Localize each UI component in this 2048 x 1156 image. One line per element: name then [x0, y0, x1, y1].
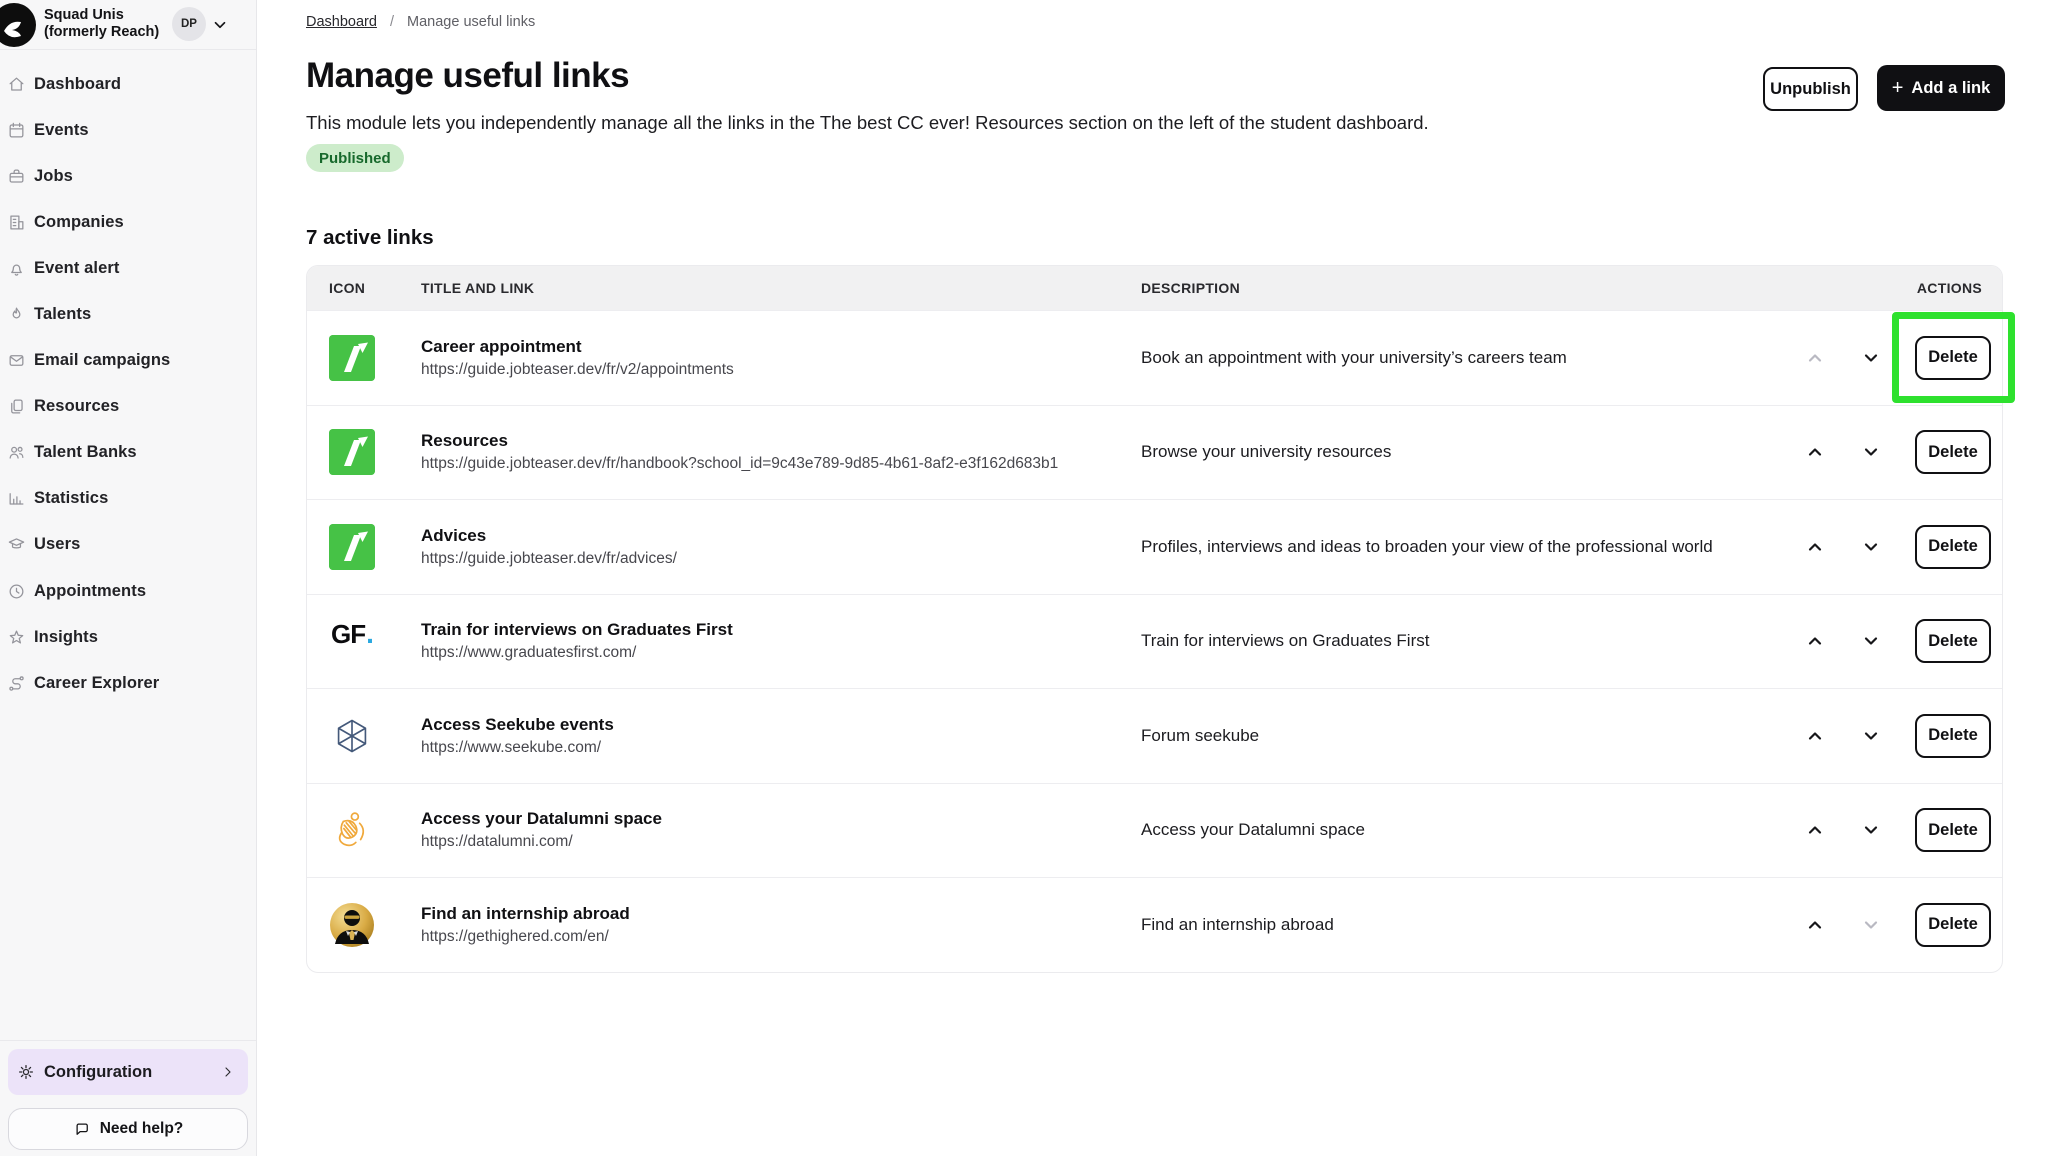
link-title: Access your Datalumni space: [421, 809, 662, 829]
seekube-icon: [329, 713, 375, 759]
move-down-button[interactable]: [1859, 535, 1883, 559]
delete-button[interactable]: Delete: [1915, 619, 1991, 663]
plus-icon: +: [1891, 77, 1904, 99]
unpublish-button[interactable]: Unpublish: [1763, 67, 1858, 111]
link-url: https://datalumni.com/: [421, 833, 573, 851]
move-up-button[interactable]: [1803, 440, 1827, 464]
chevron-up-icon: [1803, 724, 1827, 748]
link-description: Access your Datalumni space: [1141, 820, 1365, 840]
chevron-up-icon: [1803, 913, 1827, 937]
breadcrumb: [306, 14, 535, 30]
calendar-icon: [6, 120, 26, 140]
active-links-count: 7 active links: [306, 226, 434, 249]
link-url: https://gethighered.com/en/: [421, 927, 609, 945]
link-url: https://guide.jobteaser.dev/fr/v2/appointments: [421, 360, 734, 378]
sidebar-item-statistics[interactable]: Statistics: [0, 476, 256, 522]
chevron-up-icon: [1803, 818, 1827, 842]
chevron-down-icon: [1859, 818, 1883, 842]
link-url: https://www.seekube.com/: [421, 738, 602, 756]
sidebar-item-talents[interactable]: Talents: [0, 291, 256, 337]
link-title: Find an internship abroad: [421, 903, 630, 923]
link-title: Advices: [421, 525, 487, 545]
chevron-down-icon[interactable]: [211, 16, 229, 39]
sidebar-item-companies[interactable]: Companies: [0, 199, 256, 245]
status-badge: Published: [306, 144, 404, 172]
move-up-button[interactable]: [1803, 346, 1827, 370]
chevron-up-icon: [1803, 346, 1827, 370]
move-down-button[interactable]: [1859, 346, 1883, 370]
jobteaser-icon: [329, 335, 375, 381]
sidebar-item-event-alert[interactable]: Event alert: [0, 245, 256, 291]
briefcase-icon: [6, 166, 26, 186]
table-row: [307, 499, 2002, 594]
move-up-button[interactable]: [1803, 629, 1827, 653]
chevron-down-icon: [1859, 346, 1883, 370]
page-description: This module lets you independently manage all the links in the The best CC ever! Resources section on the left of the student dashboard.: [306, 112, 1429, 133]
sidebar-item-users[interactable]: Users: [0, 522, 256, 568]
move-down-button[interactable]: [1859, 629, 1883, 653]
move-down-button[interactable]: [1859, 818, 1883, 842]
delete-button[interactable]: Delete: [1915, 525, 1991, 569]
home-icon: [6, 74, 26, 94]
sidebar-item-resources[interactable]: Resources: [0, 384, 256, 430]
link-title: Career appointment: [421, 336, 582, 356]
gear-icon: [17, 1063, 35, 1081]
delete-button[interactable]: Delete: [1915, 336, 1991, 380]
need-help-button[interactable]: Need help?: [8, 1108, 248, 1150]
link-description: Find an internship abroad: [1141, 914, 1334, 934]
move-down-button[interactable]: [1859, 724, 1883, 748]
move-up-button[interactable]: [1803, 913, 1827, 937]
breadcrumb-separator: /: [389, 14, 394, 30]
breadcrumb-dashboard-link[interactable]: Dashboard: [306, 14, 377, 30]
link-description: Profiles, interviews and ideas to broaden your view of the professional world: [1141, 536, 1713, 556]
route-icon: [6, 673, 26, 693]
main-content: [258, 0, 2048, 1156]
pages-icon: [6, 397, 26, 417]
sidebar-bottom: [0, 1040, 256, 1156]
flame-icon: [6, 305, 26, 325]
chevron-down-icon: [1859, 913, 1883, 937]
move-down-button[interactable]: [1859, 440, 1883, 464]
move-down-button[interactable]: [1859, 913, 1883, 937]
link-description: Forum seekube: [1141, 725, 1260, 745]
table-row: [307, 688, 2002, 783]
chevron-down-icon: [1859, 440, 1883, 464]
move-up-button[interactable]: [1803, 724, 1827, 748]
envelope-icon: [6, 351, 26, 371]
sidebar-item-insights[interactable]: Insights: [0, 614, 256, 660]
jobteaser-icon: [329, 429, 375, 475]
link-description: Book an appointment with your university’s careers team: [1141, 347, 1567, 367]
chevron-down-icon: [1859, 724, 1883, 748]
column-header-actions: ACTIONS: [1916, 280, 1982, 296]
table-header: [307, 266, 2002, 310]
table-row: [307, 594, 2002, 689]
chevron-up-icon: [1803, 440, 1827, 464]
gethighered-icon: [329, 902, 375, 948]
link-title: Access Seekube events: [421, 714, 614, 734]
sidebar-item-email-campaigns[interactable]: Email campaigns: [0, 338, 256, 384]
sidebar-item-jobs[interactable]: Jobs: [0, 153, 256, 199]
column-header-description: DESCRIPTION: [1141, 280, 1240, 296]
chevron-right-icon: [220, 1064, 236, 1080]
table-row: [307, 783, 2002, 878]
bell-icon: [6, 258, 26, 278]
graduates-first-icon: GF .: [331, 618, 373, 650]
org-logo: [0, 3, 36, 47]
chevron-up-icon: [1803, 629, 1827, 653]
delete-button[interactable]: Delete: [1915, 903, 1991, 947]
org-switcher[interactable]: [0, 0, 256, 50]
datalumni-icon: [329, 807, 375, 853]
table-row: [307, 877, 2002, 972]
sidebar-item-career-explorer[interactable]: Career Explorer: [0, 660, 256, 706]
link-url: https://guide.jobteaser.dev/fr/advices/: [421, 549, 677, 567]
sidebar-item-dashboard[interactable]: Dashboard: [0, 61, 256, 107]
people-icon: [6, 443, 26, 463]
chevron-down-icon: [1859, 629, 1883, 653]
column-header-title-link: TITLE AND LINK: [421, 280, 535, 296]
delete-button[interactable]: Delete: [1915, 808, 1991, 852]
chevron-up-icon: [1803, 535, 1827, 559]
sidebar: [0, 0, 257, 1156]
move-up-button[interactable]: [1803, 818, 1827, 842]
clock-icon: [6, 581, 26, 601]
breadcrumb-current: Manage useful links: [407, 14, 536, 30]
page-title: Manage useful links: [306, 56, 630, 95]
link-url: https://www.graduatesfirst.com/: [421, 644, 637, 662]
avatar[interactable]: DP: [172, 7, 206, 41]
links-table: [306, 265, 2003, 973]
column-header-icon: ICON: [329, 280, 366, 296]
sidebar-item-events[interactable]: Events: [0, 107, 256, 153]
graduation-cap-icon: [6, 535, 26, 555]
link-description: Train for interviews on Graduates First: [1141, 631, 1430, 651]
delete-button[interactable]: Delete: [1915, 714, 1991, 758]
add-link-button[interactable]: + Add a link: [1877, 65, 2005, 111]
link-title: Train for interviews on Graduates First: [421, 620, 733, 640]
table-row: [307, 405, 2002, 500]
link-url: https://guide.jobteaser.dev/fr/handbook?school_id=9c43e789-9d85-4b61-8af2-e3f162d683b1: [421, 455, 1059, 473]
delete-button[interactable]: Delete: [1915, 430, 1991, 474]
move-up-button[interactable]: [1803, 535, 1827, 559]
link-title: Resources: [421, 431, 508, 451]
building-icon: [6, 212, 26, 232]
sidebar-item-configuration[interactable]: Configuration: [8, 1049, 248, 1095]
jobteaser-icon: [329, 524, 375, 570]
sidebar-item-appointments[interactable]: Appointments: [0, 568, 256, 614]
table-row: [307, 310, 2002, 405]
star-icon: [6, 627, 26, 647]
org-name: Squad Unis (formerly Reach): [44, 7, 160, 40]
chevron-down-icon: [1859, 535, 1883, 559]
bar-chart-icon: [6, 489, 26, 509]
chat-icon: [73, 1120, 91, 1138]
sidebar-nav: [0, 50, 256, 706]
sidebar-item-talent-banks[interactable]: Talent Banks: [0, 430, 256, 476]
link-description: Browse your university resources: [1141, 442, 1392, 462]
